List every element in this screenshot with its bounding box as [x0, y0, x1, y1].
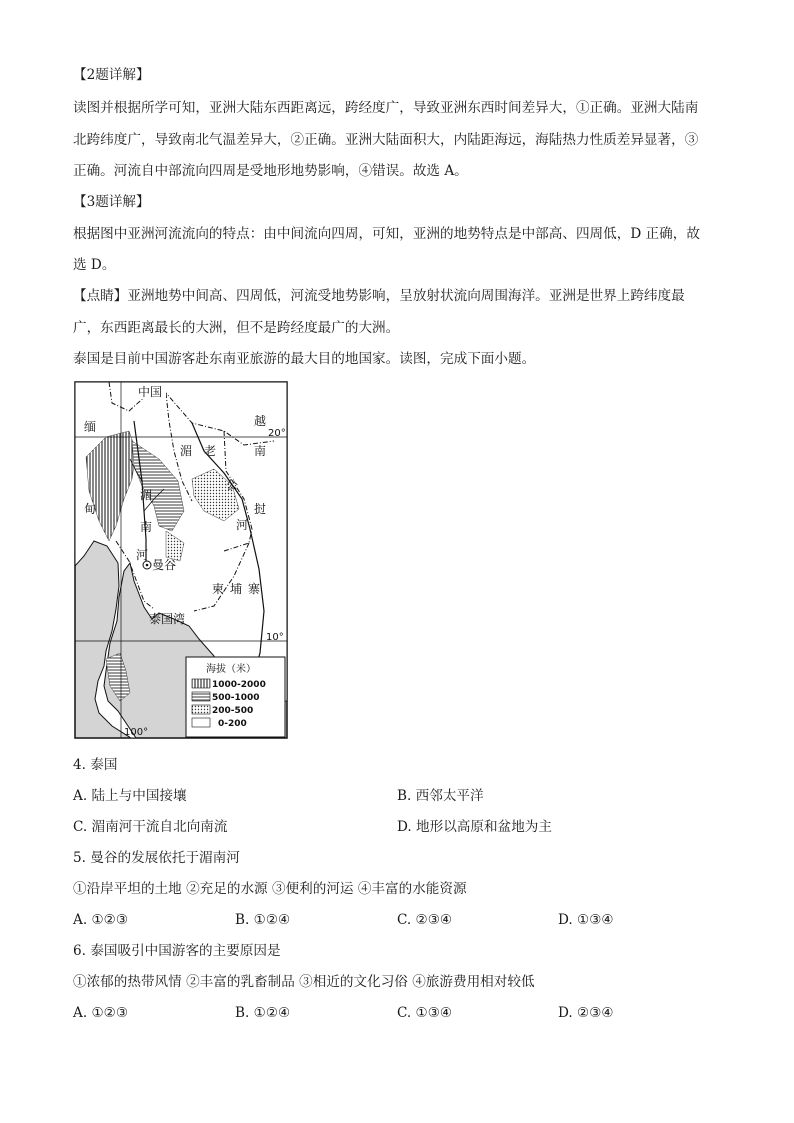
legend-item: 500-1000	[212, 693, 260, 703]
question-5-option-b[interactable]: B. ①②④	[235, 912, 291, 928]
legend	[186, 657, 285, 737]
question-4-option-a[interactable]: A. 陆上与中国接壤	[73, 788, 187, 804]
question-4-option-c[interactable]: C. 湄南河干流自北向南流	[73, 819, 228, 835]
question-5-stem: 5. 曼谷的发展依托于湄南河	[73, 850, 240, 866]
label-mekong: 公	[226, 478, 239, 492]
label-lon-100: 100°	[124, 727, 149, 738]
question-6-option-a[interactable]: A. ①②③	[73, 1005, 129, 1021]
question-5-option-a[interactable]: A. ①②③	[73, 912, 129, 928]
note-line: 【点睛】亚洲地势中间高、四周低，河流受地势影响，呈放射状流向周围海洋。亚洲是世界上跨纬度最	[73, 288, 685, 304]
label-cambodia: 埔	[230, 582, 243, 596]
question-5-option-c[interactable]: C. ②③④	[397, 912, 453, 928]
question-5-option-d[interactable]: D. ①③④	[558, 912, 614, 928]
legend-item: 0-200	[218, 719, 247, 729]
label-cambodia: 寨	[248, 582, 261, 596]
label-mekong: 河	[236, 518, 249, 532]
question-5-statements: ①沿岸平坦的土地 ②充足的水源 ③便利的河运 ④丰富的水能资源	[73, 881, 467, 897]
label-vietnam: 越	[254, 414, 267, 428]
question-6-stem: 6. 泰国吸引中国游客的主要原因是	[73, 943, 281, 959]
question-6-option-b[interactable]: B. ①②④	[235, 1005, 291, 1021]
label-menam-river: 南	[140, 520, 153, 534]
heading-q3-explanation: 【3题详解】	[73, 194, 150, 210]
paragraph-line: 读图并根据所学可知，亚洲大陆东西距离远，跨经度广，导致亚洲东西时间差异大，①正确。亚洲大陆南	[73, 100, 699, 116]
paragraph-line: 根据图中亚洲河流流向的特点：由中间流向四周，可知，亚洲的地势特点是中部高、四周低，D 正确，故	[73, 226, 700, 242]
paragraph-line: 选 D。	[73, 257, 116, 273]
question-6-option-d[interactable]: D. ②③④	[558, 1005, 614, 1021]
question-4-stem: 4. 泰国	[73, 757, 118, 773]
label-lat-10: 10°	[266, 632, 284, 643]
legend-item: 1000-2000	[212, 680, 266, 690]
label-myanmar: 甸	[84, 502, 97, 516]
question-4-option-b[interactable]: B. 西邻太平洋	[397, 788, 484, 804]
thailand-map	[74, 381, 288, 739]
note-line: 广，东西距离最长的大洲，但不是跨经度最广的大洲。	[73, 320, 400, 336]
question-6-statements: ①浓郁的热带风情 ②丰富的乳畜制品 ③相近的文化习俗 ④旅游费用相对较低	[73, 974, 535, 990]
heading-q2-explanation: 【2题详解】	[73, 67, 150, 83]
label-menam-river: 河	[136, 548, 149, 562]
paragraph-line: 北跨纬度广，导致南北气温差异大，②正确。亚洲大陆面积大，内陆距海远，海陆热力性质差异显著，③	[73, 132, 699, 148]
label-myanmar: 缅	[84, 420, 97, 434]
intro-line: 泰国是目前中国游客赴东南亚旅游的最大目的地国家。读图，完成下面小题。	[73, 351, 536, 367]
label-laos: 湄	[180, 444, 193, 458]
label-gulf-of-thailand: 泰国湾	[149, 612, 186, 626]
label-laos: 挝	[254, 502, 267, 516]
label-laos: 老	[204, 444, 217, 458]
legend-title: 海拔（米）	[206, 664, 256, 675]
label-china: 中国	[138, 385, 163, 399]
label-laos: 南	[254, 444, 267, 458]
label-lat-20: 20°	[268, 428, 286, 439]
label-menam-river: 湄	[140, 488, 153, 502]
label-cambodia: 柬	[212, 582, 225, 596]
label-bangkok: 曼谷	[152, 558, 177, 572]
question-6-option-c[interactable]: C. ①③④	[397, 1005, 453, 1021]
legend-item: 200-500	[212, 706, 254, 716]
paragraph-line: 正确。河流自中部流向四周是受地形地势影响，④错误。故选 A。	[73, 163, 468, 179]
question-4-option-d[interactable]: D. 地形以高原和盆地为主	[397, 819, 552, 835]
